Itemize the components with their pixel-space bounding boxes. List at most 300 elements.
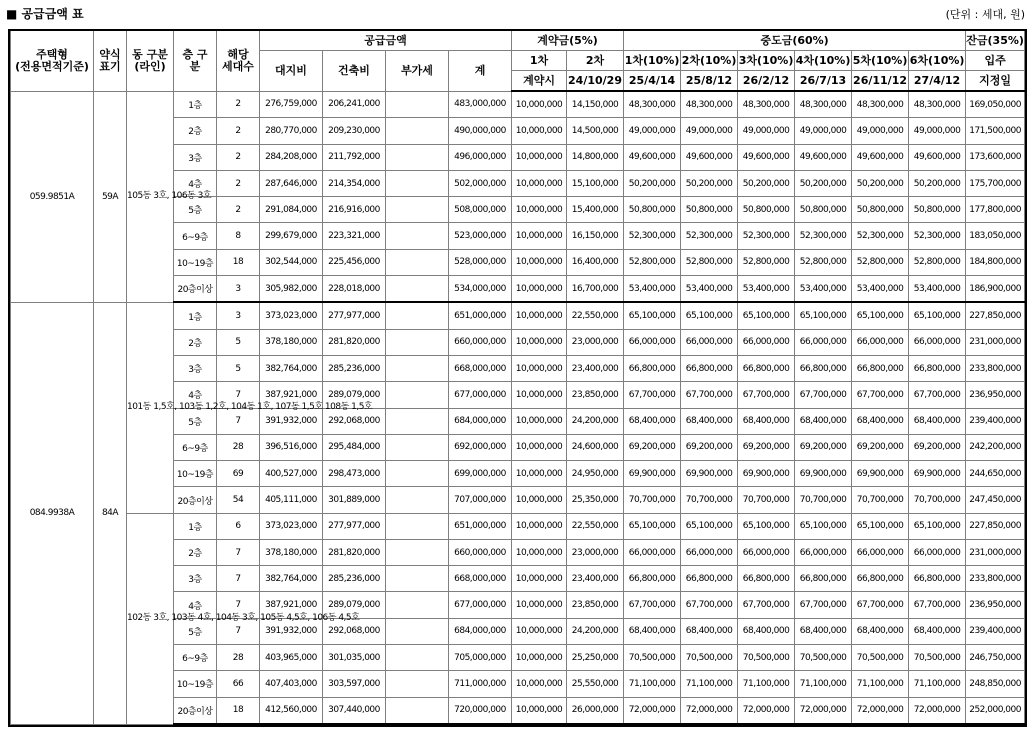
middle-2-cell: 65,100,000 <box>681 302 738 329</box>
middle-6-cell: 52,800,000 <box>909 249 966 275</box>
vat-cell <box>386 513 449 539</box>
middle-2-cell: 66,800,000 <box>681 566 738 592</box>
middle-2-cell: 66,000,000 <box>681 329 738 355</box>
middle-4-cell: 65,100,000 <box>795 513 852 539</box>
units-cell: 7 <box>217 539 260 565</box>
contract-2-cell: 23,850,000 <box>567 592 624 618</box>
middle-3-cell: 68,400,000 <box>738 408 795 434</box>
total-price-cell: 502,000,000 <box>449 170 512 196</box>
middle-1-cell: 68,400,000 <box>624 408 681 434</box>
middle-4-cell: 67,700,000 <box>795 592 852 618</box>
floor-cell: 5층 <box>174 618 217 644</box>
units-cell: 6 <box>217 513 260 539</box>
total-price-cell: 534,000,000 <box>449 276 512 303</box>
balance-cell: 233,800,000 <box>966 355 1025 381</box>
contract-2-cell: 22,550,000 <box>567 302 624 329</box>
col-balance-when-2: 지정일 <box>966 71 1025 92</box>
middle-4-cell: 50,200,000 <box>795 170 852 196</box>
dong-line-cell: 105동 3호, 106동 3호 <box>127 91 174 302</box>
middle-1-cell: 70,700,000 <box>624 487 681 513</box>
middle-4-cell: 70,500,000 <box>795 645 852 671</box>
balance-cell: 239,400,000 <box>966 618 1025 644</box>
middle-5-cell: 68,400,000 <box>852 618 909 644</box>
header-row-1 <box>11 31 1025 51</box>
building-price-cell: 301,035,000 <box>323 645 386 671</box>
middle-1-cell: 65,100,000 <box>624 302 681 329</box>
total-price-cell: 707,000,000 <box>449 487 512 513</box>
middle-2-cell: 67,700,000 <box>681 592 738 618</box>
vat-cell <box>386 487 449 513</box>
building-price-cell: 303,597,000 <box>323 671 386 697</box>
land-price-cell: 387,921,000 <box>260 592 323 618</box>
middle-5-cell: 52,800,000 <box>852 249 909 275</box>
middle-2-cell: 53,400,000 <box>681 276 738 303</box>
middle-4-cell: 66,000,000 <box>795 539 852 565</box>
col-house-type-label: 주택형 <box>36 47 68 61</box>
total-price-cell: 684,000,000 <box>449 618 512 644</box>
vat-cell <box>386 408 449 434</box>
contract-2-cell: 25,550,000 <box>567 671 624 697</box>
balance-cell: 183,050,000 <box>966 223 1025 249</box>
total-price-cell: 677,000,000 <box>449 382 512 408</box>
middle-2-cell: 67,700,000 <box>681 382 738 408</box>
contract-2-cell: 16,400,000 <box>567 249 624 275</box>
middle-4-cell: 71,100,000 <box>795 671 852 697</box>
vat-cell <box>386 118 449 144</box>
col-land: 대지비 <box>260 51 323 92</box>
units-cell: 2 <box>217 91 260 118</box>
contract-1-cell: 10,000,000 <box>512 671 567 697</box>
land-price-cell: 302,544,000 <box>260 249 323 275</box>
units-cell: 2 <box>217 144 260 170</box>
land-price-cell: 400,527,000 <box>260 461 323 487</box>
middle-6-cell: 71,100,000 <box>909 671 966 697</box>
middle-2-cell: 50,200,000 <box>681 170 738 196</box>
contract-2-cell: 14,150,000 <box>567 91 624 118</box>
land-price-cell: 378,180,000 <box>260 539 323 565</box>
col-vat: 부가세 <box>386 51 449 92</box>
abbr-cell: 84A <box>94 302 127 724</box>
units-cell: 8 <box>217 223 260 249</box>
col-c1-label: 1차 <box>512 51 567 71</box>
total-price-cell: 490,000,000 <box>449 118 512 144</box>
building-price-cell: 289,079,000 <box>323 592 386 618</box>
contract-2-cell: 14,800,000 <box>567 144 624 170</box>
middle-3-cell: 72,000,000 <box>738 697 795 724</box>
middle-5-cell: 50,200,000 <box>852 170 909 196</box>
balance-cell: 233,800,000 <box>966 566 1025 592</box>
middle-5-cell: 68,400,000 <box>852 408 909 434</box>
middle-3-cell: 48,300,000 <box>738 91 795 118</box>
total-price-cell: 528,000,000 <box>449 249 512 275</box>
middle-4-cell: 69,200,000 <box>795 434 852 460</box>
contract-2-cell: 22,550,000 <box>567 513 624 539</box>
balance-cell: 236,950,000 <box>966 382 1025 408</box>
building-price-cell: 206,241,000 <box>323 91 386 118</box>
contract-2-cell: 16,700,000 <box>567 276 624 303</box>
floor-cell: 6~9층 <box>174 434 217 460</box>
middle-3-cell: 52,800,000 <box>738 249 795 275</box>
middle-1-cell: 66,000,000 <box>624 329 681 355</box>
middle-4-cell: 52,300,000 <box>795 223 852 249</box>
units-cell: 7 <box>217 618 260 644</box>
building-price-cell: 277,977,000 <box>323 513 386 539</box>
vat-cell <box>386 329 449 355</box>
building-price-cell: 211,792,000 <box>323 144 386 170</box>
contract-2-cell: 23,000,000 <box>567 329 624 355</box>
middle-3-cell: 71,100,000 <box>738 671 795 697</box>
balance-cell: 236,950,000 <box>966 592 1025 618</box>
total-price-cell: 660,000,000 <box>449 539 512 565</box>
building-price-cell: 281,820,000 <box>323 539 386 565</box>
total-price-cell: 508,000,000 <box>449 197 512 223</box>
middle-2-cell: 49,000,000 <box>681 118 738 144</box>
land-price-cell: 382,764,000 <box>260 355 323 381</box>
contract-1-cell: 10,000,000 <box>512 355 567 381</box>
middle-2-cell: 70,500,000 <box>681 645 738 671</box>
vat-cell <box>386 144 449 170</box>
price-table-frame <box>8 29 1027 727</box>
col-abbr <box>94 31 127 91</box>
middle-5-cell: 48,300,000 <box>852 91 909 118</box>
contract-2-cell: 25,250,000 <box>567 645 624 671</box>
contract-2-cell: 15,100,000 <box>567 170 624 196</box>
units-cell: 7 <box>217 566 260 592</box>
total-price-cell: 677,000,000 <box>449 592 512 618</box>
vat-cell <box>386 618 449 644</box>
col-supply-price: 공급금액 <box>260 31 512 51</box>
land-price-cell: 387,921,000 <box>260 382 323 408</box>
middle-3-cell: 53,400,000 <box>738 276 795 303</box>
middle-4-cell: 66,000,000 <box>795 329 852 355</box>
dong-line-cell: 102동 3호, 103동 4호, 104동 3호, 105동 4,5호, 106동 4,5호 <box>127 513 174 724</box>
col-units-label: 해당 <box>227 47 249 61</box>
vat-cell <box>386 223 449 249</box>
col-c2-when: 24/10/29 <box>567 71 624 92</box>
land-price-cell: 276,759,000 <box>260 91 323 118</box>
abbr-cell: 59A <box>94 91 127 302</box>
middle-3-cell: 69,200,000 <box>738 434 795 460</box>
balance-cell: 169,050,000 <box>966 91 1025 118</box>
contract-1-cell: 10,000,000 <box>512 697 567 724</box>
table-body <box>11 91 1025 724</box>
contract-2-cell: 23,000,000 <box>567 539 624 565</box>
floor-cell: 10~19층 <box>174 461 217 487</box>
middle-2-cell: 66,800,000 <box>681 355 738 381</box>
middle-1-cell: 50,200,000 <box>624 170 681 196</box>
vat-cell <box>386 91 449 118</box>
middle-4-cell: 49,000,000 <box>795 118 852 144</box>
table-header <box>11 31 1025 91</box>
middle-2-cell: 48,300,000 <box>681 91 738 118</box>
contract-2-cell: 14,500,000 <box>567 118 624 144</box>
total-price-cell: 668,000,000 <box>449 566 512 592</box>
col-m1-label: 1차(10%) <box>624 51 681 71</box>
vat-cell <box>386 197 449 223</box>
middle-1-cell: 67,700,000 <box>624 592 681 618</box>
balance-cell: 175,700,000 <box>966 170 1025 196</box>
floor-cell: 10~19층 <box>174 671 217 697</box>
balance-cell: 231,000,000 <box>966 539 1025 565</box>
total-price-cell: 699,000,000 <box>449 461 512 487</box>
vat-cell <box>386 697 449 724</box>
land-price-cell: 403,965,000 <box>260 645 323 671</box>
vat-cell <box>386 302 449 329</box>
contract-1-cell: 10,000,000 <box>512 118 567 144</box>
vat-cell <box>386 461 449 487</box>
contract-2-cell: 16,150,000 <box>567 223 624 249</box>
land-price-cell: 412,560,000 <box>260 697 323 724</box>
building-price-cell: 228,018,000 <box>323 276 386 303</box>
contract-1-cell: 10,000,000 <box>512 487 567 513</box>
contract-1-cell: 10,000,000 <box>512 539 567 565</box>
middle-5-cell: 66,000,000 <box>852 539 909 565</box>
vat-cell <box>386 566 449 592</box>
contract-1-cell: 10,000,000 <box>512 592 567 618</box>
middle-4-cell: 49,600,000 <box>795 144 852 170</box>
middle-4-cell: 52,800,000 <box>795 249 852 275</box>
col-house-type <box>11 31 94 91</box>
contract-1-cell: 10,000,000 <box>512 223 567 249</box>
middle-1-cell: 48,300,000 <box>624 91 681 118</box>
building-price-cell: 216,916,000 <box>323 197 386 223</box>
balance-cell: 173,600,000 <box>966 144 1025 170</box>
middle-5-cell: 67,700,000 <box>852 592 909 618</box>
middle-6-cell: 65,100,000 <box>909 513 966 539</box>
total-price-cell: 711,000,000 <box>449 671 512 697</box>
middle-3-cell: 69,900,000 <box>738 461 795 487</box>
middle-5-cell: 53,400,000 <box>852 276 909 303</box>
total-price-cell: 523,000,000 <box>449 223 512 249</box>
middle-1-cell: 52,300,000 <box>624 223 681 249</box>
middle-2-cell: 52,800,000 <box>681 249 738 275</box>
contract-1-cell: 10,000,000 <box>512 302 567 329</box>
middle-3-cell: 65,100,000 <box>738 302 795 329</box>
contract-1-cell: 10,000,000 <box>512 197 567 223</box>
units-cell: 2 <box>217 197 260 223</box>
middle-2-cell: 69,900,000 <box>681 461 738 487</box>
col-units <box>217 31 260 91</box>
middle-5-cell: 71,100,000 <box>852 671 909 697</box>
land-price-cell: 299,679,000 <box>260 223 323 249</box>
building-price-cell: 225,456,000 <box>323 249 386 275</box>
balance-cell: 231,000,000 <box>966 329 1025 355</box>
floor-cell: 6~9층 <box>174 223 217 249</box>
middle-4-cell: 68,400,000 <box>795 618 852 644</box>
floor-cell: 4층 <box>174 382 217 408</box>
house-type-cell: 059.9851A <box>11 91 94 302</box>
middle-1-cell: 72,000,000 <box>624 697 681 724</box>
vat-cell <box>386 671 449 697</box>
middle-6-cell: 49,000,000 <box>909 118 966 144</box>
building-price-cell: 285,236,000 <box>323 355 386 381</box>
floor-cell: 2층 <box>174 329 217 355</box>
middle-3-cell: 66,000,000 <box>738 329 795 355</box>
middle-3-cell: 66,800,000 <box>738 355 795 381</box>
middle-6-cell: 68,400,000 <box>909 408 966 434</box>
balance-cell: 227,850,000 <box>966 513 1025 539</box>
total-price-cell: 651,000,000 <box>449 513 512 539</box>
table-row <box>11 302 1025 329</box>
floor-cell: 2층 <box>174 539 217 565</box>
floor-cell: 20층이상 <box>174 276 217 303</box>
units-cell: 2 <box>217 118 260 144</box>
balance-cell: 227,850,000 <box>966 302 1025 329</box>
middle-5-cell: 49,000,000 <box>852 118 909 144</box>
floor-cell: 4층 <box>174 592 217 618</box>
middle-6-cell: 70,500,000 <box>909 645 966 671</box>
contract-1-cell: 10,000,000 <box>512 434 567 460</box>
units-cell: 5 <box>217 329 260 355</box>
middle-1-cell: 49,000,000 <box>624 118 681 144</box>
middle-5-cell: 72,000,000 <box>852 697 909 724</box>
middle-5-cell: 65,100,000 <box>852 513 909 539</box>
contract-1-cell: 10,000,000 <box>512 382 567 408</box>
floor-cell: 1층 <box>174 302 217 329</box>
middle-3-cell: 68,400,000 <box>738 618 795 644</box>
middle-1-cell: 67,700,000 <box>624 382 681 408</box>
middle-5-cell: 66,800,000 <box>852 355 909 381</box>
floor-cell: 3층 <box>174 355 217 381</box>
dong-line-cell: 101동 1,5호, 103동 1,2호, 104동 1호, 107동 1,5호 108동 1,5호 <box>127 302 174 513</box>
total-price-cell: 660,000,000 <box>449 329 512 355</box>
col-floor-label: 층 구 <box>182 47 208 61</box>
middle-3-cell: 50,800,000 <box>738 197 795 223</box>
middle-6-cell: 69,200,000 <box>909 434 966 460</box>
balance-cell: 239,400,000 <box>966 408 1025 434</box>
col-m5-label: 5차(10%) <box>852 51 909 71</box>
middle-3-cell: 66,000,000 <box>738 539 795 565</box>
units-cell: 54 <box>217 487 260 513</box>
col-m6-when: 27/4/12 <box>909 71 966 92</box>
building-price-cell: 214,354,000 <box>323 170 386 196</box>
middle-1-cell: 66,800,000 <box>624 355 681 381</box>
middle-2-cell: 70,700,000 <box>681 487 738 513</box>
middle-2-cell: 69,200,000 <box>681 434 738 460</box>
middle-6-cell: 66,800,000 <box>909 566 966 592</box>
land-price-cell: 373,023,000 <box>260 513 323 539</box>
floor-cell: 10~19층 <box>174 249 217 275</box>
total-price-cell: 651,000,000 <box>449 302 512 329</box>
contract-2-cell: 24,200,000 <box>567 408 624 434</box>
balance-cell: 246,750,000 <box>966 645 1025 671</box>
middle-5-cell: 66,000,000 <box>852 329 909 355</box>
middle-4-cell: 70,700,000 <box>795 487 852 513</box>
middle-4-cell: 72,000,000 <box>795 697 852 724</box>
units-cell: 5 <box>217 355 260 381</box>
units-cell: 3 <box>217 276 260 303</box>
units-cell: 3 <box>217 302 260 329</box>
units-cell: 18 <box>217 697 260 724</box>
middle-6-cell: 49,600,000 <box>909 144 966 170</box>
middle-1-cell: 53,400,000 <box>624 276 681 303</box>
balance-cell: 184,800,000 <box>966 249 1025 275</box>
contract-1-cell: 10,000,000 <box>512 276 567 303</box>
middle-6-cell: 67,700,000 <box>909 592 966 618</box>
units-cell: 7 <box>217 382 260 408</box>
total-price-cell: 483,000,000 <box>449 91 512 118</box>
vat-cell <box>386 170 449 196</box>
building-price-cell: 277,977,000 <box>323 302 386 329</box>
middle-3-cell: 49,600,000 <box>738 144 795 170</box>
col-c2-label: 2차 <box>567 51 624 71</box>
contract-2-cell: 23,850,000 <box>567 382 624 408</box>
unit-note: (단위 : 세대, 원) <box>945 8 1025 21</box>
middle-6-cell: 48,300,000 <box>909 91 966 118</box>
col-m2-label: 2차(10%) <box>681 51 738 71</box>
page-title: ■ 공급금액 표 <box>6 7 84 21</box>
col-m5-when: 26/11/12 <box>852 71 909 92</box>
col-balance-when-1: 입주 <box>966 51 1025 71</box>
col-abbr-label: 약식 <box>99 47 121 61</box>
col-m3-when: 26/2/12 <box>738 71 795 92</box>
middle-4-cell: 68,400,000 <box>795 408 852 434</box>
land-price-cell: 287,646,000 <box>260 170 323 196</box>
building-price-cell: 295,484,000 <box>323 434 386 460</box>
middle-1-cell: 50,800,000 <box>624 197 681 223</box>
balance-cell: 171,500,000 <box>966 118 1025 144</box>
total-price-cell: 720,000,000 <box>449 697 512 724</box>
building-price-cell: 292,068,000 <box>323 408 386 434</box>
middle-1-cell: 69,900,000 <box>624 461 681 487</box>
land-price-cell: 291,084,000 <box>260 197 323 223</box>
middle-1-cell: 66,000,000 <box>624 539 681 565</box>
balance-cell: 186,900,000 <box>966 276 1025 303</box>
middle-2-cell: 72,000,000 <box>681 697 738 724</box>
land-price-cell: 378,180,000 <box>260 329 323 355</box>
middle-6-cell: 67,700,000 <box>909 382 966 408</box>
vat-cell <box>386 645 449 671</box>
building-price-cell: 281,820,000 <box>323 329 386 355</box>
land-price-cell: 280,770,000 <box>260 118 323 144</box>
middle-6-cell: 53,400,000 <box>909 276 966 303</box>
middle-3-cell: 70,500,000 <box>738 645 795 671</box>
middle-3-cell: 50,200,000 <box>738 170 795 196</box>
middle-2-cell: 65,100,000 <box>681 513 738 539</box>
building-price-cell: 292,068,000 <box>323 618 386 644</box>
col-units-sub: 세대수 <box>222 59 254 73</box>
middle-1-cell: 70,500,000 <box>624 645 681 671</box>
contract-1-cell: 10,000,000 <box>512 249 567 275</box>
col-m4-label: 4차(10%) <box>795 51 852 71</box>
middle-5-cell: 69,900,000 <box>852 461 909 487</box>
middle-3-cell: 49,000,000 <box>738 118 795 144</box>
middle-4-cell: 65,100,000 <box>795 302 852 329</box>
middle-6-cell: 66,000,000 <box>909 329 966 355</box>
contract-1-cell: 10,000,000 <box>512 618 567 644</box>
table-row <box>11 91 1025 118</box>
contract-1-cell: 10,000,000 <box>512 645 567 671</box>
building-price-cell: 298,473,000 <box>323 461 386 487</box>
contract-1-cell: 10,000,000 <box>512 566 567 592</box>
middle-5-cell: 70,500,000 <box>852 645 909 671</box>
middle-2-cell: 50,800,000 <box>681 197 738 223</box>
col-m4-when: 26/7/13 <box>795 71 852 92</box>
col-dong-label: 동 구분 <box>132 47 168 61</box>
contract-1-cell: 10,000,000 <box>512 461 567 487</box>
middle-2-cell: 52,300,000 <box>681 223 738 249</box>
middle-5-cell: 52,300,000 <box>852 223 909 249</box>
middle-2-cell: 71,100,000 <box>681 671 738 697</box>
balance-cell: 248,850,000 <box>966 671 1025 697</box>
col-m6-label: 6차(10%) <box>909 51 966 71</box>
col-dong-sub: (라인) <box>134 59 166 73</box>
building-price-cell: 285,236,000 <box>323 566 386 592</box>
contract-2-cell: 24,600,000 <box>567 434 624 460</box>
contract-1-cell: 10,000,000 <box>512 170 567 196</box>
middle-1-cell: 52,800,000 <box>624 249 681 275</box>
contract-1-cell: 10,000,000 <box>512 329 567 355</box>
